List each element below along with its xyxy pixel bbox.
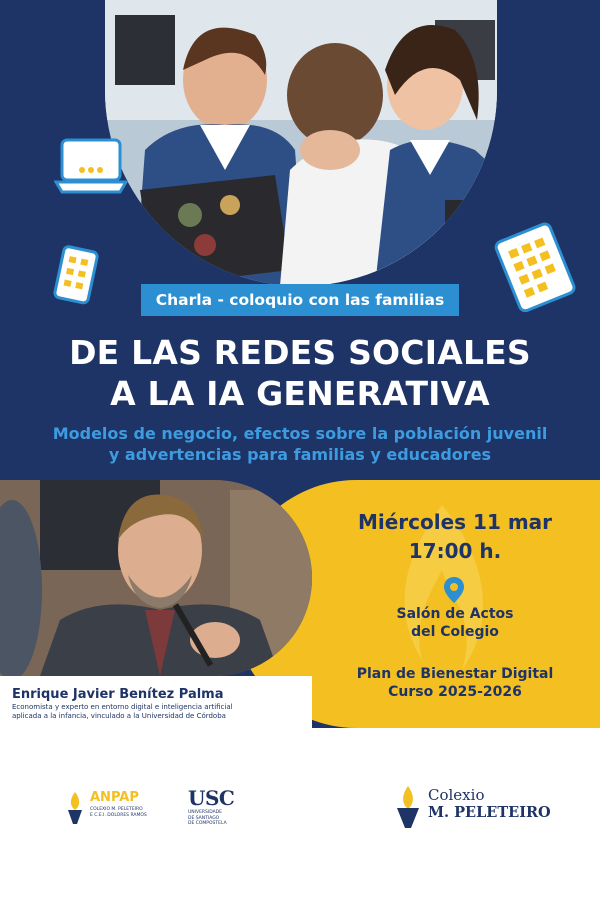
speaker-desc-line-2: aplicada a la infancia, vinculado a la Universidad de Córdoba <box>12 712 226 720</box>
title-line-1: DE LAS REDES SOCIALES <box>69 333 531 372</box>
phone-icon <box>50 242 103 307</box>
event-date: Miércoles 11 mar <box>357 510 553 534</box>
usc-sub-line-2: DE SANTIAGO <box>188 815 220 821</box>
subtitle-line-2: y advertencias para familias y educadores <box>108 445 492 464</box>
location-pin-icon <box>443 576 465 604</box>
speaker-photo <box>0 480 312 676</box>
torch-icon <box>64 790 86 826</box>
usc-logo <box>188 786 248 830</box>
school-logo <box>394 784 554 834</box>
students-photo <box>105 0 497 286</box>
event-format-tag: Charla - coloquio con las familias <box>141 284 459 316</box>
usc-subtitle <box>188 810 227 827</box>
laptop-icon <box>54 138 128 194</box>
speaker-description <box>12 703 233 721</box>
anpap-subtitle <box>90 807 147 819</box>
subtitle-line-1: Modelos de negocio, efectos sobre la población juvenil <box>52 424 548 443</box>
plan-line-2: Curso 2025-2026 <box>388 684 522 700</box>
anpap-sub-line-2: E C.E.I. DOLORES RAMOS <box>90 813 147 818</box>
plan-line-1: Plan de Bienestar Digital <box>356 666 554 682</box>
school-name-line-2: M. PELETEIRO <box>428 804 551 821</box>
tablet-icon <box>492 222 580 312</box>
usc-sub-line-3: DE COMPOSTELA <box>188 821 227 826</box>
title-line-2: A LA IA GENERATIVA <box>110 374 490 413</box>
venue-line-1: Salón de Actos <box>396 606 514 622</box>
venue-line-2: del Colegio <box>411 624 499 640</box>
anpap-sub-line-1: COLEXIO M. PELETEIRO <box>90 807 143 812</box>
usc-name: USC <box>188 786 235 810</box>
speaker-name: Enrique Javier Benítez Palma <box>12 687 224 702</box>
footer <box>0 764 600 900</box>
school-name-line-1: Colexio <box>428 786 485 804</box>
anpap-name: ANPAP <box>90 790 139 805</box>
torch-icon <box>394 784 422 830</box>
anpap-logo <box>64 788 164 830</box>
usc-sub-line-1: UNIVERSIDADE <box>188 810 222 815</box>
event-time: 17:00 h. <box>408 539 502 563</box>
speaker-desc-line-1: Economista y experto en entorno digital e inteligencia artificial <box>12 703 233 711</box>
